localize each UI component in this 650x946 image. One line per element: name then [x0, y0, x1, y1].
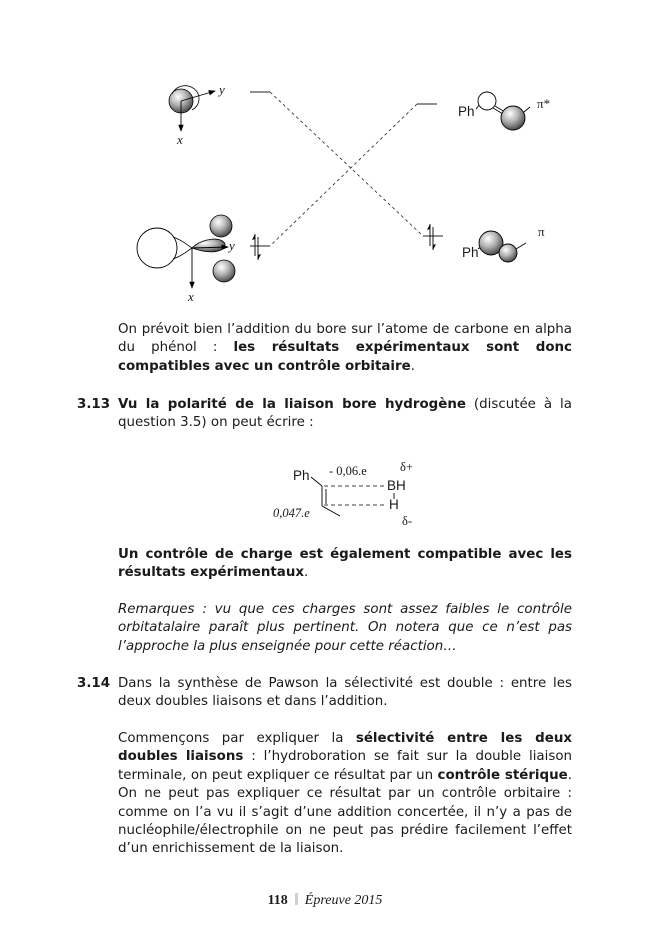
page-number: 118 — [267, 893, 288, 908]
axis-label-x-top: x — [177, 132, 183, 147]
pi-label: π — [538, 224, 545, 239]
charge-top-carbon: - 0,06.e — [329, 464, 367, 478]
correlation-line-1 — [270, 92, 423, 236]
delta-minus-label: δ- — [402, 514, 413, 528]
axis-label-y-bottom: y — [229, 238, 235, 253]
ph-label: Ph — [293, 468, 310, 483]
electron-pair-right — [427, 224, 436, 250]
question-3-14-text: Dans la synthèse de Pawson la sélectivité est double : entre les deux doubles liaisons et dans l’addition. — [118, 676, 572, 710]
question-number-3-14: 3.14 — [77, 676, 111, 691]
axis-label-y-top: y — [219, 82, 225, 97]
page-footer — [0, 893, 650, 909]
question-number-3-13: 3.13 — [77, 397, 111, 412]
charge-polarity-scheme — [260, 455, 430, 535]
paragraph-steric-control: Commençons par expliquer la sélectivité entre les deux doubles liaisons : l’hydroboration se fait sur la double liaison terminale, on peut expliquer ce résultat par un contrôle stérique. On ne peut pas expliquer ce résultat par un contrôle orbitaire : comme on l’a vu il s’agit d’une addition concertée, il n’y a pas de nucléophile/électrophile on ne peut pas prédire facilement l’effet d’un enrichissement de la liaison. — [118, 731, 572, 857]
bh-label: BH — [387, 478, 406, 493]
boron-p-orbital — [169, 86, 215, 131]
pi-star-orbital — [476, 92, 530, 130]
charge-bottom-carbon: 0,047.e — [273, 506, 310, 520]
ph-label-pi-star: Ph — [458, 104, 475, 119]
electron-pair-left — [252, 234, 261, 260]
bh-sigma-orbital — [137, 215, 235, 288]
ph-label-pi: Ph — [462, 245, 479, 260]
correlation-line-2 — [270, 104, 417, 246]
remark-paragraph: Remarques : vu que ces charges sont assez faibles le contrôle orbitatalaire paraît plus pertinent. On notera que ce n’est pas l’approche la plus enseignée pour cette réaction… — [118, 602, 572, 654]
footer-title: Épreuve 2015 — [304, 893, 383, 908]
delta-plus-label: δ+ — [400, 460, 413, 474]
conclusion-orbital-control: les résultats expérimentaux sont donc compatibles avec un contrôle orbitaire — [118, 340, 572, 374]
axis-label-x-bottom: x — [188, 289, 194, 304]
paragraph-orbital-control: On prévoit bien l’addition du bore sur l’atome de carbone en alpha du phénol : les résultats expérimentaux sont donc compatibles avec un contrôle orbitaire. — [118, 322, 572, 374]
h-label: H — [389, 497, 399, 512]
orbital-diagram-svg — [0, 0, 650, 310]
pi-star-label: π* — [537, 96, 551, 111]
footer-separator — [295, 893, 298, 905]
paragraph-charge-control: Un contrôle de charge est également compatible avec les résultats expérimentaux. — [118, 547, 572, 581]
orbital-interaction-diagram — [0, 0, 650, 310]
question-3-13-text: Vu la polarité de la liaison bore hydrogène (discutée à la question 3.5) on peut écrire : — [118, 397, 572, 431]
pi-orbital — [478, 231, 526, 262]
